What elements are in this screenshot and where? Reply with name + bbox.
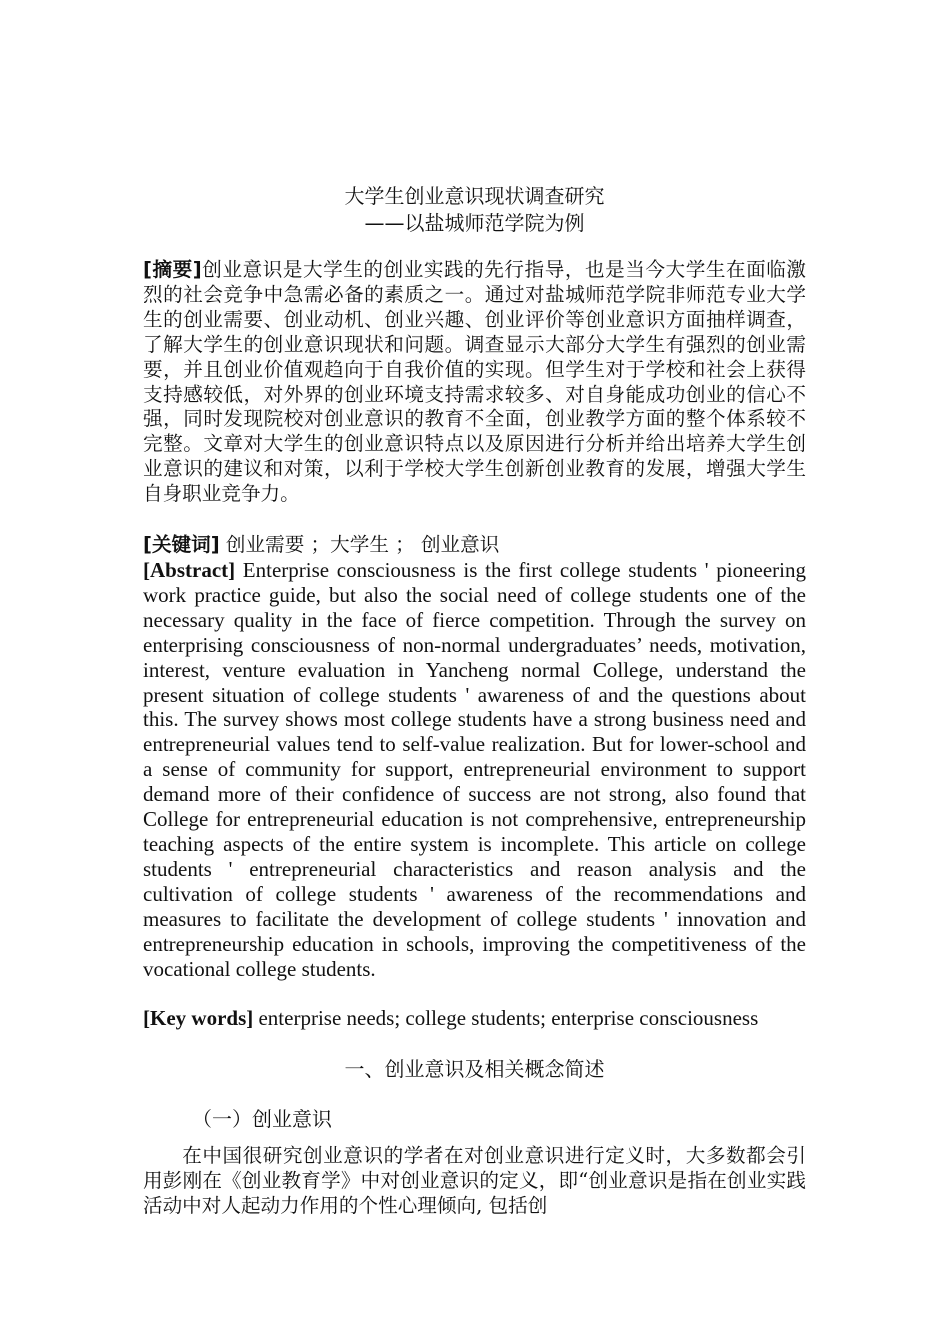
- keywords-en-label: [Key words]: [143, 1006, 254, 1030]
- keywords-en-text: enterprise needs; college students; enterprise consciousness: [253, 1006, 759, 1030]
- abstract-en-label: [Abstract]: [143, 558, 236, 582]
- body-paragraph: 在中国很研究创业意识的学者在对创业意识进行定义时，大多数都会引用彭刚在《创业教育学》中对创业意识的定义，即“创业意识是指在创业实践活动中对人起动力作用的个性心理倾向, 包括创: [143, 1144, 806, 1217]
- title-main: 大学生创业意识现状调查研究: [344, 184, 605, 208]
- keywords-en: [143, 1006, 806, 1031]
- keywords-cn: [143, 533, 806, 558]
- abstract-en-text: Enterprise consciousness is the first college students ' pioneering work practice guide, but also the social need of college students one of the necessary quality in the face of fierce competition. Through the survey on enterprising consciousness of non-normal undergraduates’ needs, motivation, interest, venture evaluation in Yancheng normal College, understand the present situation of college students ' awareness of and the questions about this. The survey shows most college students have a strong business need and entrepreneurial values tend to self-value realization. But for lower-school and a sense of community for support, entrepreneurial environment to support demand more of their confidence of success are not strong, also found that College for entrepreneurial education is not comprehensive, entrepreneurship teaching aspects of the entire system is incomplete. This article on college students ' entrepreneurial characteristics and reason analysis and the cultivation of college students ' awareness of the recommendations and measures to facilitate the development of college students ' innovation and entrepreneurship education in schools, improving the competitiveness of the vocational college students.: [143, 558, 806, 981]
- abstract-cn-label: [摘要]: [143, 258, 202, 281]
- keywords-cn-text: 创业需要 ；大学生 ； 创业意识: [219, 533, 500, 556]
- abstract-en: [143, 558, 806, 981]
- subsection-heading-1: （一）创业意识: [192, 1107, 332, 1131]
- section-heading-1: 一、创业意识及相关概念简述: [344, 1057, 605, 1081]
- keywords-cn-label: [关键词]: [143, 533, 220, 556]
- abstract-cn: [143, 258, 806, 507]
- paper-title: [143, 183, 806, 237]
- abstract-cn-text: 创业意识是大学生的创业实践的先行指导，也是当今大学生在面临激烈的社会竞争中急需必备的素质之一。通过对盐城师范学院非师范专业大学生的创业需要、创业动机、创业兴趣、创业评价等创业意识方面抽样调查，了解大学生的创业意识现状和问题。调查显示大部分大学生有强烈的创业需要，并且创业价值观趋向于自我价值的实现。但学生对于学校和社会上获得支持感较低，对外界的创业环境支持需求较多、对自身能成功创业的信心不强，同时发现院校对创业意识的教育不全面，创业教学方面的整个体系较不完整。文章对大学生的创业意识特点以及原因进行分析并给出培养大学生创业意识的建议和对策，以利于学校大学生创新创业教育的发展，增强大学生自身职业竞争力。: [143, 258, 806, 506]
- title-subtitle: ——以盐城师范学院为例: [364, 211, 585, 235]
